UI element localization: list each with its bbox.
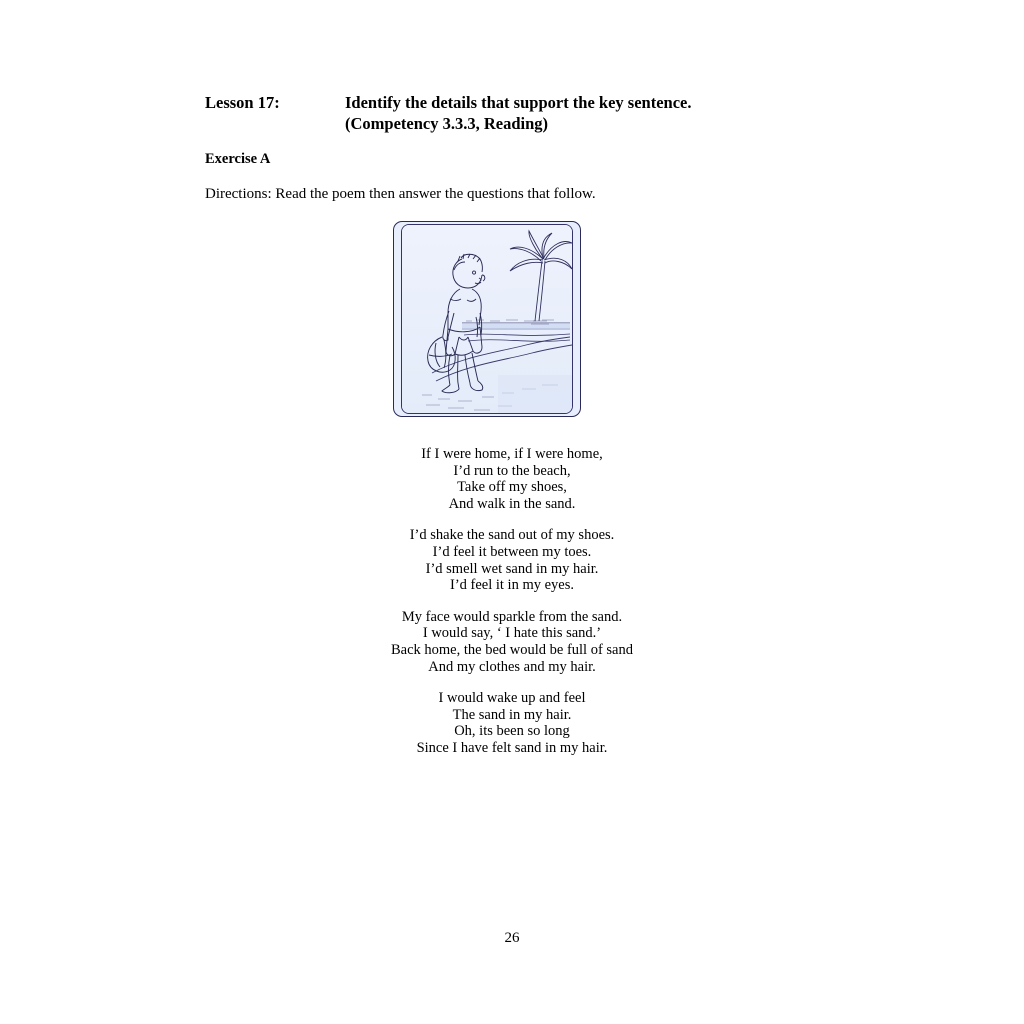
poem-stanza: [312, 527, 712, 593]
poem-line: Oh, its been so long: [454, 723, 570, 740]
poem-stanza: [312, 446, 712, 512]
poem-stanza: [312, 690, 712, 756]
poem-illustration: [393, 221, 581, 417]
poem-line: The sand in my hair.: [452, 706, 572, 723]
page-number: 26: [504, 930, 520, 946]
illustration-inner-frame: [401, 224, 573, 414]
lesson-heading: [205, 92, 825, 134]
poem-line: Since I have felt sand in my hair.: [416, 739, 608, 756]
poem-line: Back home, the bed would be full of sand: [390, 641, 633, 658]
poem-line: If I were home, if I were home,: [421, 446, 603, 462]
poem-line: Take off my shoes,: [457, 479, 567, 496]
poem-line: I’d run to the beach,: [453, 462, 571, 479]
poem-line: My face would sparkle from the sand.: [401, 608, 623, 625]
poem-text: [312, 446, 712, 757]
exercise-label: Exercise A: [205, 151, 271, 167]
poem-line: I’d shake the sand out of my shoes.: [409, 527, 615, 544]
poem-line: I’d feel it between my toes.: [432, 543, 592, 560]
poem-stanza: [312, 609, 712, 675]
poem-line: And walk in the sand.: [448, 495, 576, 512]
poem-line: I would say, ‘ I hate this sand.’: [422, 625, 602, 642]
lesson-title: Identify the details that support the key sentence.: [345, 93, 692, 112]
poem-line: I would wake up and feel: [438, 690, 586, 707]
poem-line: I’d smell wet sand in my hair.: [425, 560, 599, 577]
beach-scene-drawing: [402, 225, 573, 414]
poem-line: I’d feel it in my eyes.: [449, 577, 574, 594]
poem-line: And my clothes and my hair.: [428, 658, 596, 675]
lesson-number-label: Lesson 17:: [205, 93, 280, 112]
directions-text: Directions: Read the poem then answer the questions that follow.: [205, 186, 596, 202]
lesson-competency: (Competency 3.3.3, Reading): [345, 114, 549, 133]
